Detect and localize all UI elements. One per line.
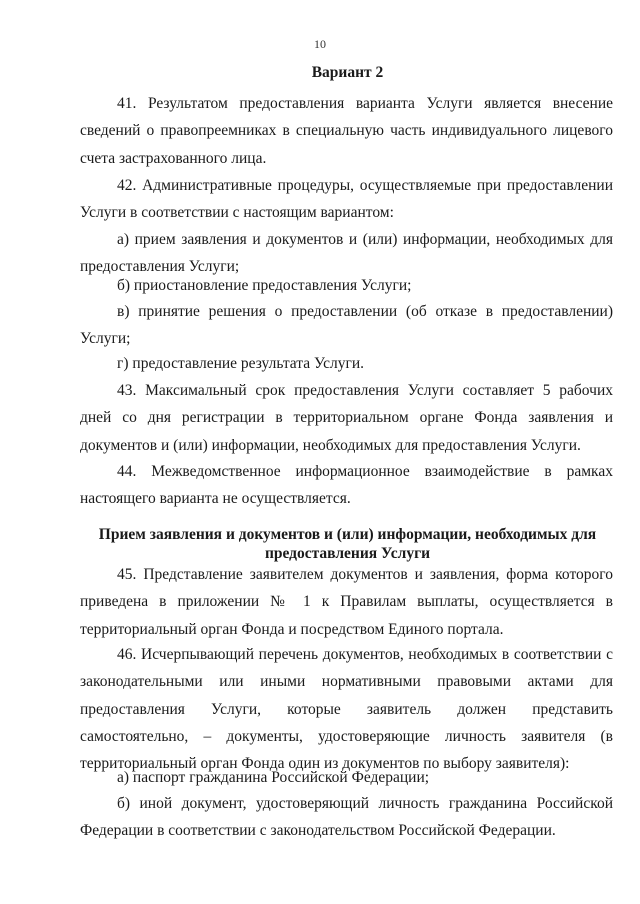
paragraph-46: 46. Исчерпывающий перечень документов, необходимых в соответствии с законодательными или иными нормативными правовыми актами для предоставления Услуги, которые заявитель должен представить самостоятельно, – документы, удостоверяющие личность заявителя (в территориальный орган Фонда один из документов по выбору заявителя): [80, 646, 613, 773]
list-item-a: а) прием заявления и документов и (или) информации, необходимых для предоставления Услуги; [80, 231, 613, 276]
page-number: 10 [314, 37, 326, 51]
list-item-b: б) приостановление предоставления Услуги; [117, 277, 412, 294]
paragraph-42: 42. Административные процедуры, осуществляемые при предоставлении Услуги в соответствии с настоящим вариантом: [80, 177, 613, 222]
document-item-a: а) паспорт гражданина Российской Федерации; [117, 769, 430, 786]
list-item-c: в) принятие решения о предоставлении (об отказе в предоставлении) Услуги; [80, 303, 613, 348]
section-heading: Прием заявления и документов и (или) информации, необходимых для предоставления Услуги [98, 526, 597, 562]
paragraph-41: 41. Результатом предоставления варианта Услуги является внесение сведений о правопреемниках в специальную часть индивидуального лицевого счета застрахованного лица. [80, 95, 613, 167]
paragraph-45: 45. Представление заявителем документов и заявления, форма которого приведена в приложении № 1 к Правилам выплаты, осуществляется в территориальный орган Фонда и посредством Единого портала. [80, 566, 613, 638]
variant-heading: Вариант 2 [311, 64, 384, 81]
document-item-b: б) иной документ, удостоверяющий личность гражданина Российской Федерации в соответствии с законодательством Российской Федерации. [80, 795, 613, 840]
paragraph-43: 43. Максимальный срок предоставления Услуги составляет 5 рабочих дней со дня регистрации в территориальном органе Фонда заявления и документов и (или) информации, необходимых для предоставления Услуги. [80, 382, 613, 454]
list-item-d: г) предоставление результата Услуги. [117, 355, 364, 372]
paragraph-44: 44. Межведомственное информационное взаимодействие в рамках настоящего варианта не осуществляется. [80, 463, 613, 508]
